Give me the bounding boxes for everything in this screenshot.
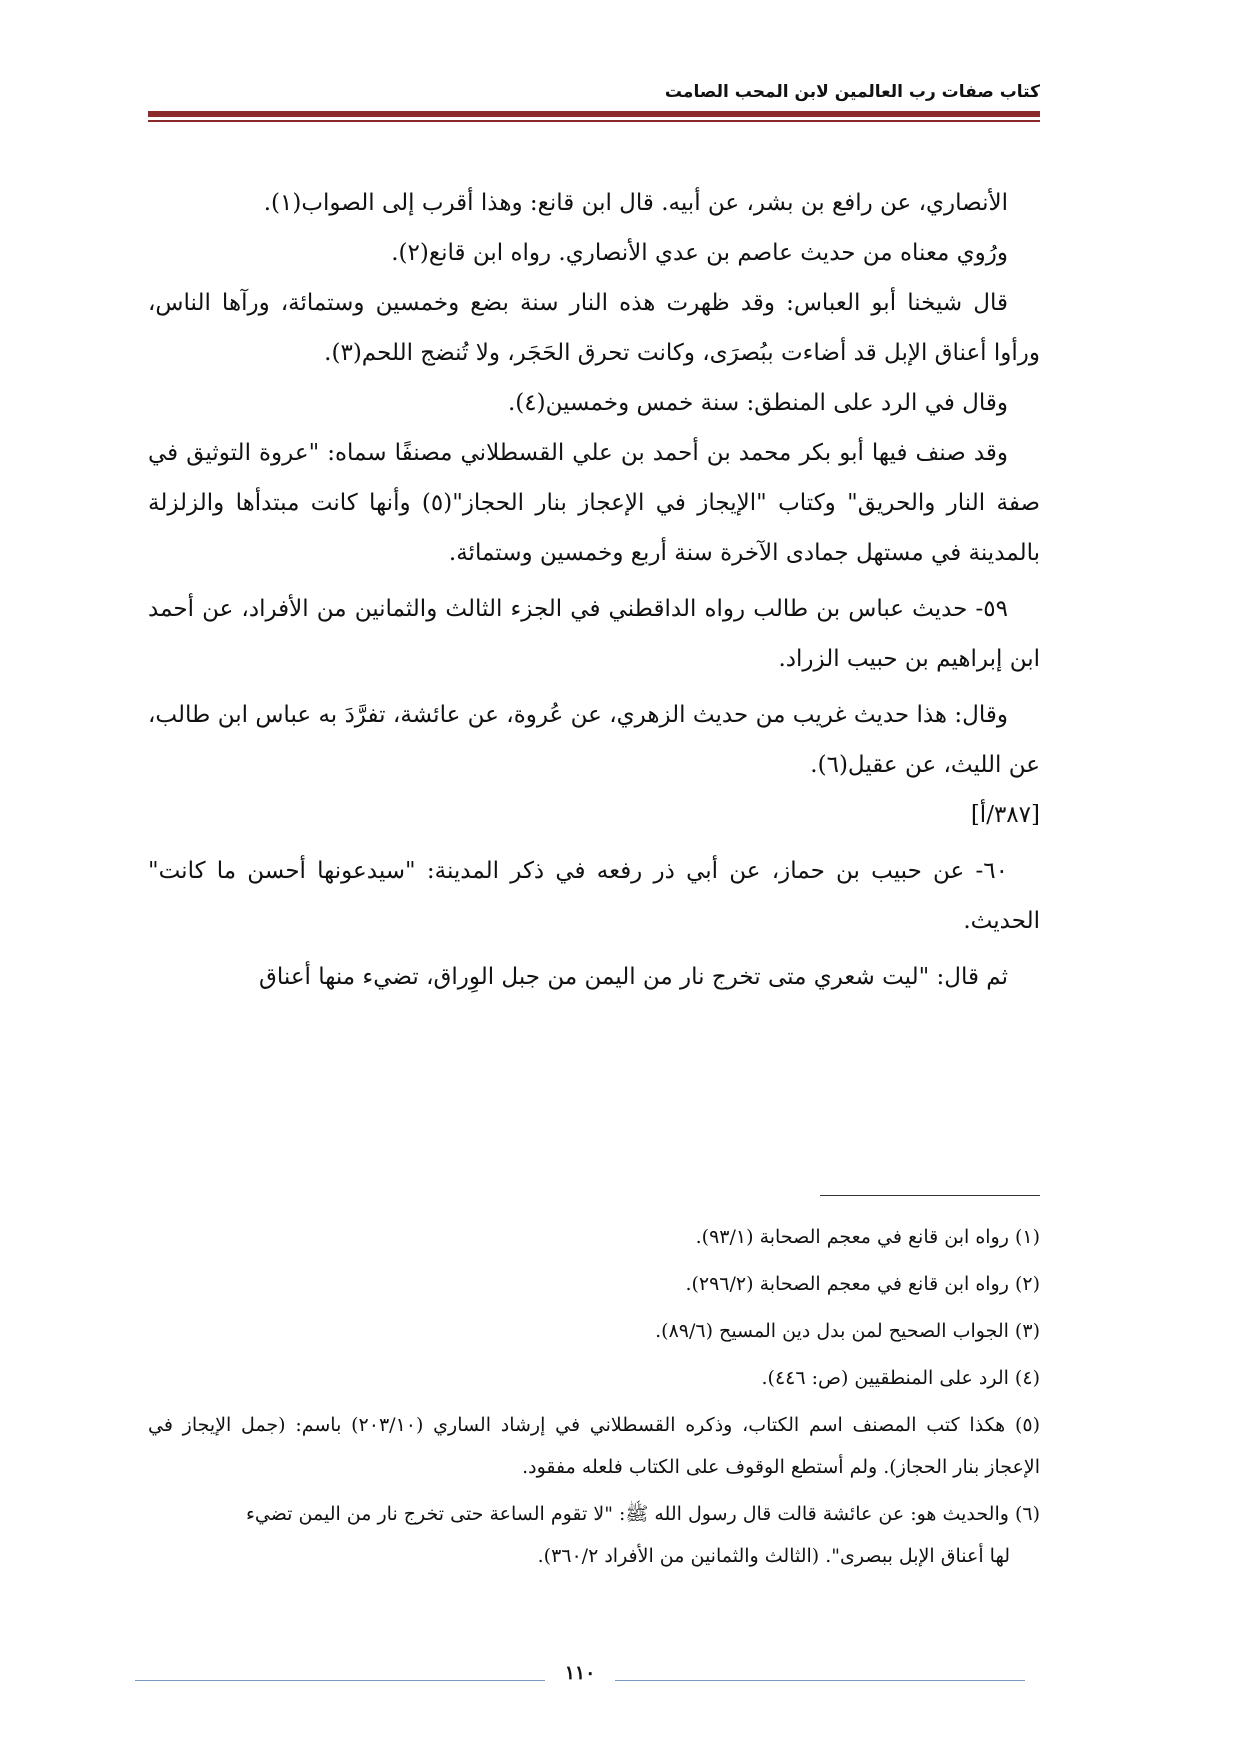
footnote-separator xyxy=(820,1195,1040,1196)
footnote-2: (٢) رواه ابن قانع في معجم الصحابة (٢٩٦/٢). xyxy=(685,1273,1040,1295)
paragraph-3: قال شيخنا أبو العباس: وقد ظهرت هذه النار سنة بضع وخمسين وستمائة، ورآها الناس، ورأوا أعناق الإبل قد أضاءت ببُصرَى، وكانت تحرق الحَجَر، ولا تُنضج اللحم(٣). xyxy=(148,290,1040,366)
footnote-4: (٤) الرد على المنطقيين (ص: ٤٤٦). xyxy=(761,1367,1040,1389)
footnote-5: (٥) هكذا كتب المصنف اسم الكتاب، وذكره القسطلاني في إرشاد الساري (٢٠٣/١٠) باسم: (جمل الإيجاز في الإعجاز بنار الحجاز). ولم أستطع الوقوف على الكتاب فلعله مفقود. xyxy=(148,1414,1040,1478)
manuscript-folio-marker: [٣٨٧/أ] xyxy=(970,802,1040,828)
footnote-6: (٦) والحديث هو: عن عائشة قالت قال رسول الله ﷺ: "لا تقوم الساعة حتى تخرج نار من اليمن تضيء xyxy=(245,1503,1040,1525)
footnote-6-continuation: لها أعناق الإبل ببصرى". (الثالث والثمانين من الأفراد ٣٦٠/٢). xyxy=(537,1545,1010,1567)
footnotes xyxy=(148,1216,1040,1582)
main-text xyxy=(148,178,1040,1002)
footer-rule-left xyxy=(135,1680,545,1681)
paragraph-2: ورُوي معناه من حديث عاصم بن عدي الأنصاري. رواه ابن قانع(٢). xyxy=(391,240,1008,266)
page-number: ١١٠ xyxy=(564,1662,596,1684)
header-rule-thick xyxy=(148,111,1040,117)
paragraph-1: الأنصاري، عن رافع بن بشر، عن أبيه. قال ابن قانع: وهذا أقرب إلى الصواب(١). xyxy=(263,190,1008,216)
paragraph-10: ثم قال: "ليت شعري متى تخرج نار من اليمن من جبل الوِراق، تضيء منها أعناق xyxy=(259,964,1008,990)
footnote-3: (٣) الجواب الصحيح لمن بدل دين المسيح (٨٩/٦). xyxy=(655,1320,1040,1342)
header-rule-thin xyxy=(148,120,1040,122)
hadith-59: ٥٩- حديث عباس بن طالب رواه الداقطني في الجزء الثالث والثمانين من الأفراد، عن أحمد ابن إبراهيم بن حبيب الزراد. xyxy=(148,596,1040,672)
running-header-title: كتاب صفات رب العالمين لابن المحب الصامت xyxy=(664,82,1040,102)
hadith-60: ٦٠- عن حبيب بن حماز، عن أبي ذر رفعه في ذكر المدينة: "سيدعونها أحسن ما كانت" الحديث. xyxy=(148,858,1040,934)
footnote-1: (١) رواه ابن قانع في معجم الصحابة (٩٣/١). xyxy=(695,1226,1040,1248)
paragraph-4: وقال في الرد على المنطق: سنة خمس وخمسين(٤). xyxy=(507,390,1008,416)
footer-rule-right xyxy=(615,1680,1025,1681)
paragraph-5: وقد صنف فيها أبو بكر محمد بن أحمد بن علي القسطلاني مصنفًا سماه: "عروة التوثيق في صفة النار والحريق" وكتاب "الإيجاز في الإعجاز بنار الحجاز"(٥) وأنها كانت مبتدأها والزلزلة بالمدينة في مستهل جمادى الآخرة سنة أربع وخمسين وستمائة. xyxy=(148,440,1040,566)
paragraph-7: وقال: هذا حديث غريب من حديث الزهري، عن عُروة، عن عائشة، تفرَّدَ به عباس ابن طالب، عن الليث، عن عقيل(٦). xyxy=(148,702,1040,778)
